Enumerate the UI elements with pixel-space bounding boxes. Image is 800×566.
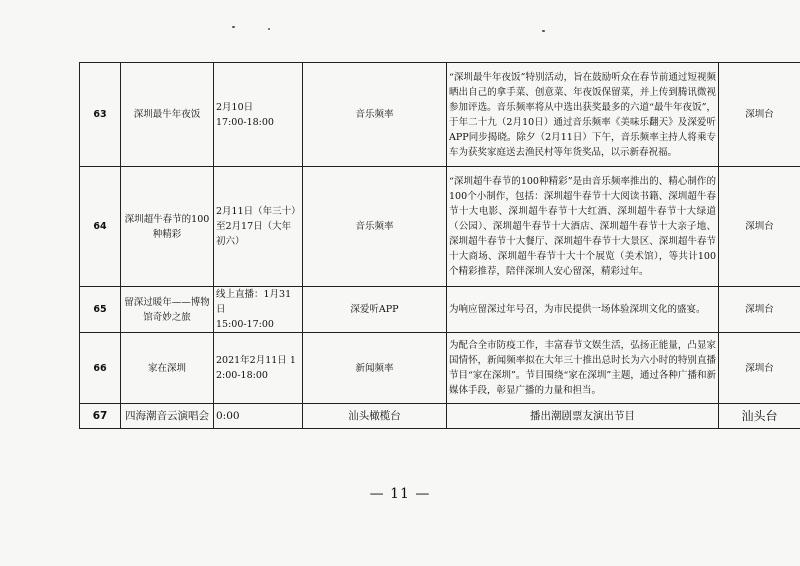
program-channel: 新闻频率	[303, 333, 447, 404]
table-row	[80, 404, 800, 429]
program-channel: 音乐频率	[303, 63, 447, 167]
program-name: 深圳最牛年夜饭	[121, 63, 214, 167]
table-row	[80, 287, 800, 333]
program-channel: 深爱听APP	[303, 287, 447, 333]
program-description: 播出潮剧票友演出节目	[447, 404, 719, 429]
program-time: 2月11日（年三十）至2月17日（大年初六）	[214, 167, 303, 287]
program-unit: 深圳台	[719, 167, 800, 287]
program-description: 为响应留深过年号召，为市民提供一场体验深圳文化的盛宴。	[447, 287, 719, 333]
program-time	[214, 287, 303, 333]
row-number: 63	[80, 63, 121, 167]
row-number: 64	[80, 167, 121, 287]
program-time-text: 2月10日 17:00-18:00	[216, 101, 274, 128]
program-name: 留深过暖年——博物馆奇妙之旅	[121, 287, 214, 333]
scan-speck	[232, 26, 235, 28]
program-name: 四海潮音云演唱会	[121, 404, 214, 429]
program-description: 为配合全市防疫工作，丰富春节文娱生活，弘扬正能量，凸显家国情怀，新闻频率拟在大年三十推出总时长为六小时的特别直播节目“家在深圳”。节目围绕“家在深圳”主题，通过各种广播和新媒体手段，彰显广播的力量和担当。	[447, 333, 719, 404]
program-table	[79, 62, 800, 429]
program-name: 深圳超牛春节的100种精彩	[121, 167, 214, 287]
table-row	[80, 167, 800, 287]
page-number: — 11 —	[369, 486, 431, 502]
scan-speck	[268, 28, 270, 30]
scan-speck	[542, 30, 545, 32]
program-unit: 汕头台	[719, 404, 800, 429]
program-unit: 深圳台	[719, 333, 800, 404]
program-channel: 汕头橄榄台	[303, 404, 447, 429]
program-time-text: 线上直播：1月31日 15:00-17:00	[216, 289, 292, 330]
program-time	[214, 63, 303, 167]
program-description: “深圳最牛年夜饭”特别活动，旨在鼓励听众在春节前通过短视频晒出自己的拿手菜、创意菜、年夜饭保留菜，并上传到腾讯微视参加评选。音乐频率将从中选出获奖最多的六道“最牛年夜饭”，于年二十九（2月10日）通过音乐频率《美味乐翻天》及深爱听APP同步揭晓。除夕（2月11日）下午，音乐频率主持人将乘专车为获奖家庭送去渔民村等年货奖品，以示新春祝福。	[447, 63, 719, 167]
row-number: 65	[80, 287, 121, 333]
program-description: “深圳超牛春节的100种精彩”是由音乐频率推出的、精心制作的100个小制作，包括：深圳超牛春节十大阅读书籍、深圳超牛春节十大电影、深圳超牛春节十大红酒、深圳超牛春节十大绿道（公园）、深圳超牛春节十大酒店、深圳超牛春节十大亲子地、深圳超牛春节十大餐厅、深圳超牛春节十大景区、深圳超牛春节十大商场、深圳超牛春节十大十个展览（美术馆），等共计100个精彩推荐，陪伴深圳人安心留深，精彩过年。	[447, 167, 719, 287]
program-channel: 音乐频率	[303, 167, 447, 287]
program-unit: 深圳台	[719, 63, 800, 167]
table-row	[80, 333, 800, 404]
program-time: 2021年2月11日 12:00-18:00	[214, 333, 303, 404]
row-number: 67	[80, 404, 121, 429]
program-unit: 深圳台	[719, 287, 800, 333]
program-time: 0:00	[214, 404, 303, 429]
program-name: 家在深圳	[121, 333, 214, 404]
row-number: 66	[80, 333, 121, 404]
table-row	[80, 63, 800, 167]
